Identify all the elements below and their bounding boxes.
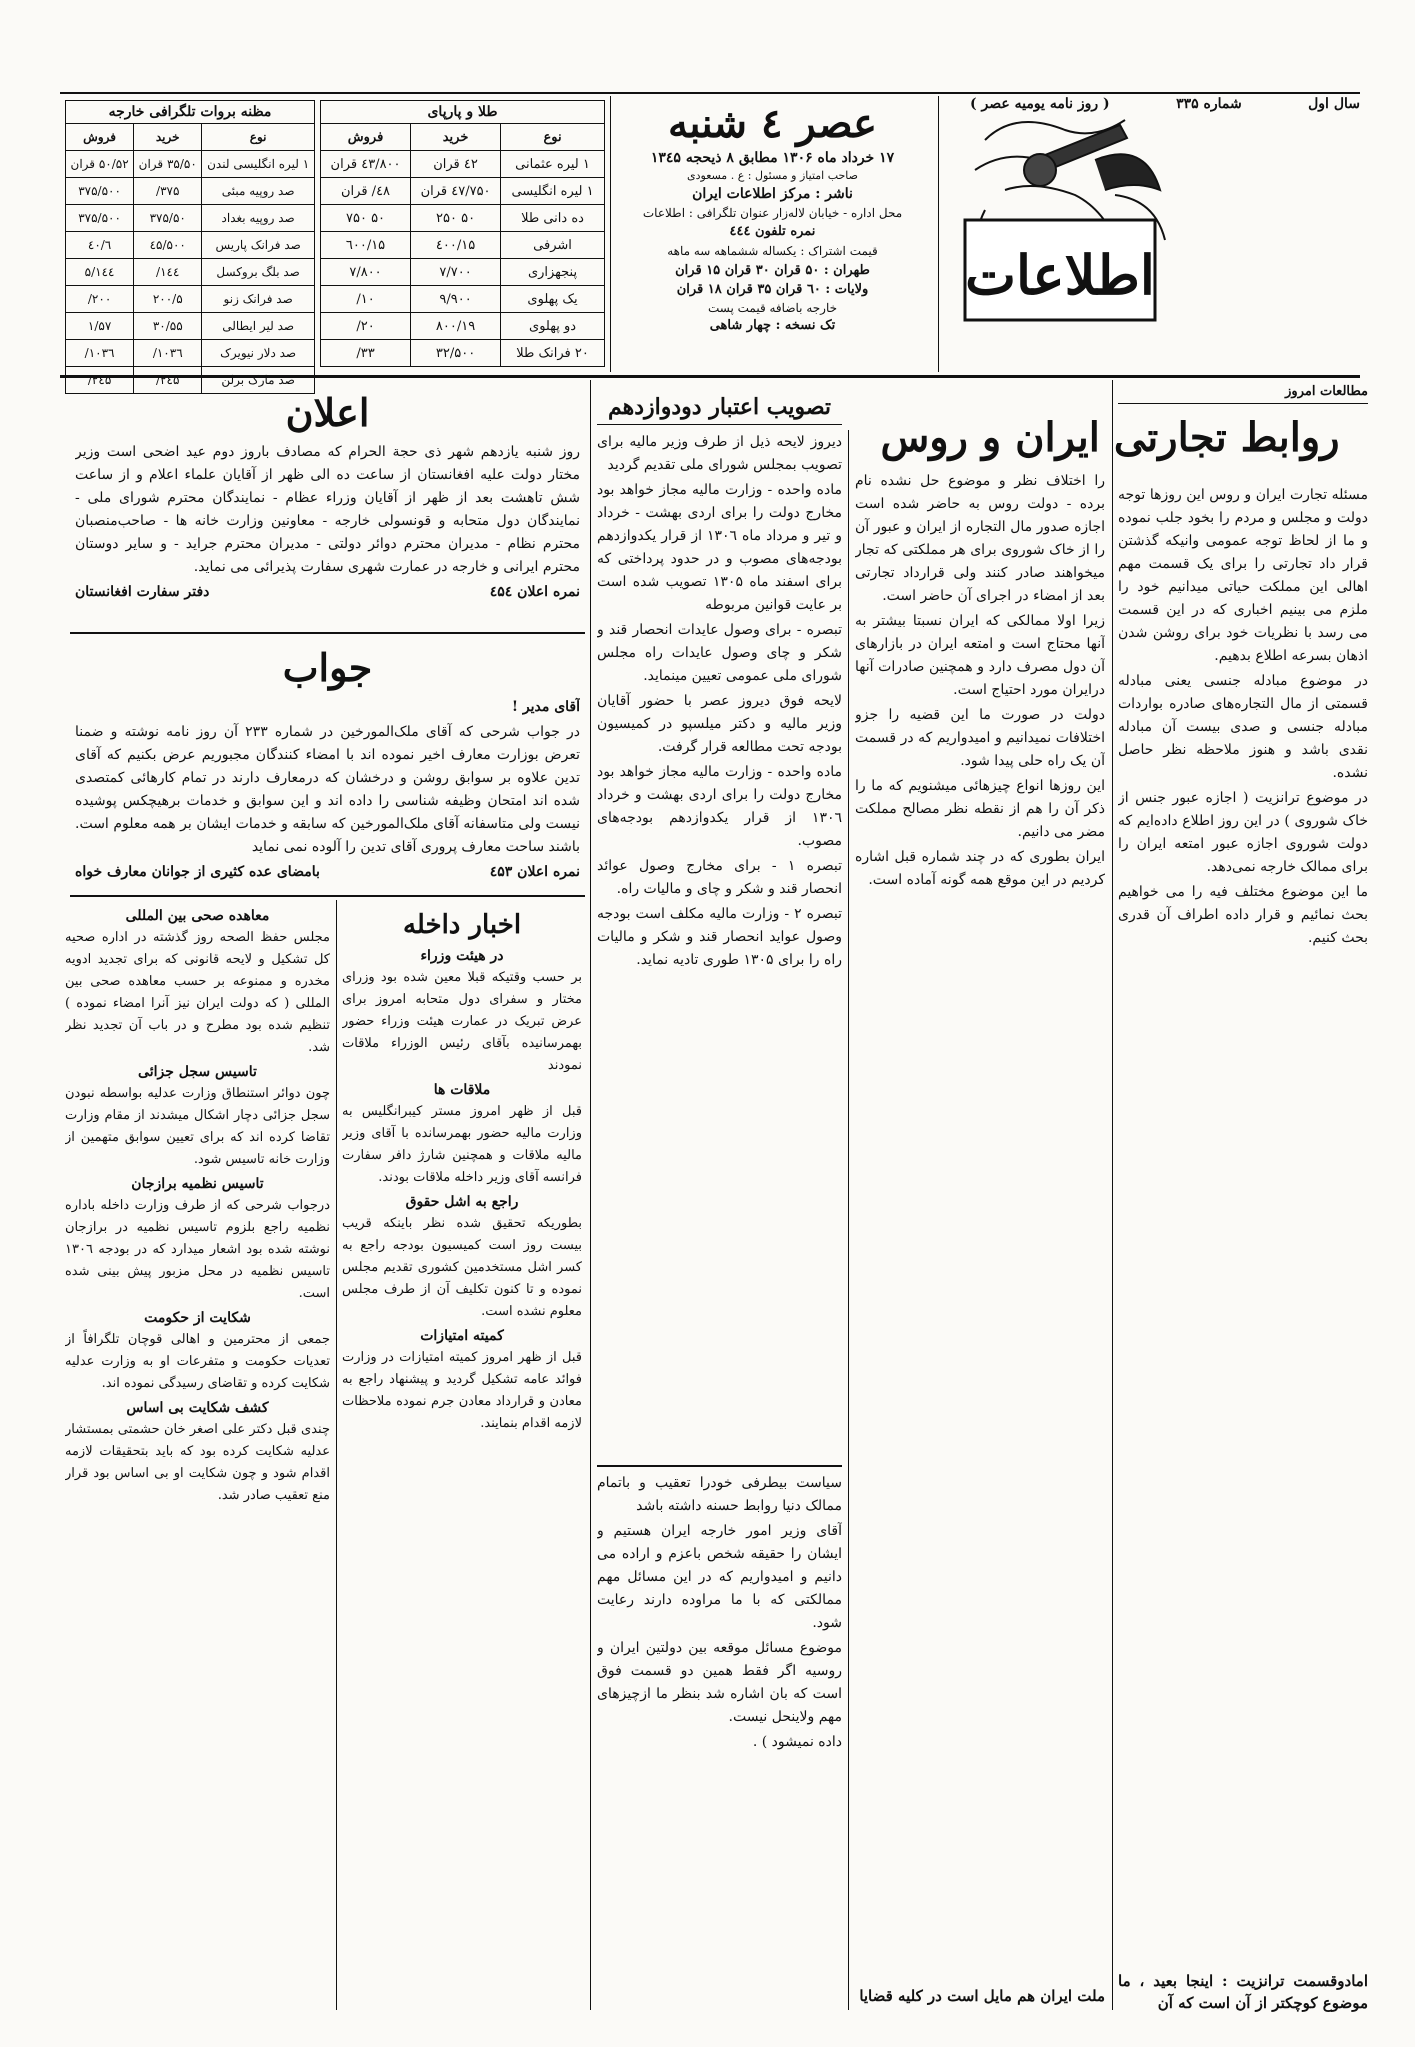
paragraph: بطوریکه تحقیق شده نظر باینکه قریب بیست روز است کمیسیون بودجه راجع به کسر اشل مستخدمین کشوری تقدیم مجلس نموده و تا کنون تکلیف آن از طرف مجلس معلوم نشده است. bbox=[342, 1216, 582, 1319]
table-cell: ٣٧۵/۵۰۰ bbox=[66, 178, 134, 205]
table-row bbox=[66, 205, 315, 232]
publisher-line: ناشر : مرکز اطلاعات ایران bbox=[692, 186, 853, 202]
table-cell: ٣٧۵/ bbox=[134, 178, 202, 205]
fx-header-sell: فروش bbox=[66, 124, 134, 151]
col2-footer: ملت ایران هم مایل است در کلیه قضایا bbox=[859, 1987, 1105, 2005]
paragraph: در موضوع مبادله جنسی یعنی مبادله قسمتی از مال التجاره‌های صادره بواردات مبادله جنسی و صدی بیست آن مبادله نقدی باشد و هنوز ملاحظه نظر حاصل نشده. bbox=[1118, 673, 1368, 781]
table-row bbox=[66, 151, 315, 178]
subscription-line: قیمت اشتراک : یکساله ششماهه سه ماهه bbox=[667, 244, 878, 258]
table-cell: اشرفی bbox=[501, 232, 605, 259]
day-title: عصر ٤ شنبه bbox=[667, 100, 878, 147]
provinces-line: ولایات : ٦۰ قران ۳۵ قران ۱۸ قران bbox=[676, 282, 869, 297]
gold-header-sell: فروش bbox=[321, 124, 411, 151]
year-label: سال اول bbox=[1308, 96, 1360, 112]
paragraph: را اختلاف نظر و موضوع حل نشده نام برده - دولت روس به حاضر شده است اجازه صدور مال التجاره از ایران و عبور آن را از خاک شوروی برای هر مملکتی که تجار میخواهند صادر کنند ولی قرارداد تجارتی بعد از امضاء در اجرای آن حاضر است. bbox=[855, 473, 1105, 604]
table-cell: ٣٧۵/۵۰ bbox=[134, 205, 202, 232]
table-cell: صد بلگ بروکسل bbox=[202, 259, 315, 286]
paragraph: دیروز لایحه ذیل از طرف وزیر مالیه برای تصویب بمجلس شورای ملی تقدیم گردید bbox=[597, 434, 842, 473]
gold-header-type: نوع bbox=[501, 124, 605, 151]
gold-rates-box bbox=[320, 100, 605, 367]
table-cell: صد مارک برلن bbox=[202, 367, 315, 394]
col1-footer: امادوقسمت ترانزیت : اینجا بعید ، ما موضوع کوچکتر از آن است که آن bbox=[1118, 1972, 1368, 2012]
table-cell: ۵۰/٣۵ قران bbox=[134, 151, 202, 178]
table-cell: صد لیر ایطالی bbox=[202, 313, 315, 340]
owner-line: صاحب امتیاز و مسئول : ع . مسعودی bbox=[687, 169, 858, 182]
paragraph: قبل از ظهر امروز مستر کیبرانگلیس به وزارت مالیه حضور بهمرسانده با آقای وزیر مالیه ملاقات و همچنین شارژ دافر سفارت فرانسه آقای وزیر داخله ملاقات بودند. bbox=[342, 1104, 582, 1185]
tehran-line: طهران : ۵۰ قران ۳۰ قران ۱۵ قران bbox=[675, 263, 870, 278]
subheading: تاسیس سجل جزائی bbox=[138, 1064, 257, 1080]
table-cell: ۵٧/۱ bbox=[66, 313, 134, 340]
table-cell: ۲۰۰/۵ bbox=[134, 286, 202, 313]
reply-letter bbox=[75, 640, 580, 890]
reply-signature: بامضای عده کثیری از جوانان معارف خواه bbox=[75, 864, 320, 880]
advertisement-afghan-embassy bbox=[75, 385, 580, 625]
table-cell: ۵۵/٣٠ bbox=[134, 313, 202, 340]
paragraph: درجواب شرحی که از طرف وزارت داخله باداره نظمیه راجع بلزوم تاسیس نظمیه در برازجان نوشته شده بود اشعار میدارد که در بودجه ۱۳۰٦ تاسیس نظمیه در محل مزبور پیش بینی شده است. bbox=[65, 1198, 330, 1301]
paragraph: مجلس حفظ الصحه روز گذشته در اداره صحیه کل تشکیل و لایحه قانونی که برای تجدید ادویه مخدره و ممنوعه بر حسب معاهده صحی بین المللی ( که دولت ایران نیز آنرا امضاء نموده ) تنظیم شده بود مطرح و در باب آن تجدید نظر شد. bbox=[65, 930, 330, 1055]
table-cell: ٤۵/۵۰۰ bbox=[134, 232, 202, 259]
fx-rates-box bbox=[65, 100, 315, 394]
reply-separator bbox=[70, 895, 585, 897]
main-headline: روابط تجارتی ایران و روس bbox=[880, 414, 1340, 461]
table-cell: ٤٧/٧۵۰ قران bbox=[411, 178, 501, 205]
date-line: ۱۷ خرداد ماه ۱۳۰۶ مطابق ۸ ذیحجه ۱۳٤۵ bbox=[650, 150, 895, 166]
headline: تصویب اعتبار دودوازدهم bbox=[597, 390, 842, 425]
paragraph: در موضوع ترانزیت ( اجازه عبور جنس از خاک شوروی ) در این روز اطلاع داده‌ایم که دولت شوروی اجازه عبور امتعه ایران را برای ممالک خارجه نمی‌دهد. bbox=[1118, 790, 1368, 875]
article-misc-news bbox=[65, 905, 330, 2015]
column-rule-4 bbox=[336, 900, 337, 2010]
subheading: کشف شکایت بی اساس bbox=[126, 1400, 269, 1416]
table-row bbox=[321, 178, 605, 205]
reply-text: در جواب شرحی که آقای ملک‌المورخین در شماره ۲٣٣ آن روز نامه نوشته و ضمنا تعرض بوزارت معارف اخیر نموده اند با امضاء کنندگان مجبوریم عرض بکنیم که آقای تدین علاوه بر سوابق روشن و درخشان که درمعارف دارند در تمام کارهائی کمتصدی شده اند امتحان وظیفه شناسی را داده اند و این سوابق و خدمات برهیچکس پوشیده نیست ولی متاسفانه آقای ملک‌المورخین که سابقه و خدمات ایشان بر همه معلوم است. باشند ساحت معارف پروری آقای تدین را آلوده نمی نماید bbox=[75, 724, 580, 855]
paragraph: چون دوائر استنطاق وزارت عدلیه بواسطه نبودن سجل جزائی دچار اشکال میشدند از مقام وزارت تقاضا کرده اند که برای تعیین سوابق متهمین از وزارت خانه تاسیس شود. bbox=[65, 1086, 330, 1167]
ad-headline: اعلان bbox=[285, 390, 370, 435]
table-cell: ۲٤۵/ bbox=[66, 367, 134, 394]
paragraph: لایحه فوق دیروز عصر با حضور آقایان وزیر مالیه و دکتر میلسپو در کمیسیون بودجه تحت مطالعه قرار گرفت. bbox=[597, 693, 842, 755]
logo-text: اطلاعات bbox=[965, 243, 1155, 307]
masthead-divider-right bbox=[938, 96, 939, 372]
table-row bbox=[321, 151, 605, 178]
table-cell: ٧/٨۰۰ bbox=[321, 259, 411, 286]
table-cell: ده دانی طلا bbox=[501, 205, 605, 232]
table-cell: ٣۲/۵۰۰ bbox=[411, 340, 501, 367]
table-cell: ۲۰/ bbox=[321, 313, 411, 340]
paragraph: بر حسب وقتیکه قبلا معین شده بود وزرای مختار و سفرای دول متحابه امروز برای عرض تبریک در عمارت هیئت وزراء حضور بهمرسانیده بآقای رئیس الوزراء ملاقات نمودند bbox=[342, 970, 582, 1073]
paragraph: ماده واحده - وزارت مالیه مجاز خواهد بود مخارج دولت را برای اردی بهشت و خرداد ۱۳۰٦ از قرار یکدوازدهم بودجه‌های مصوب. bbox=[597, 764, 842, 849]
fx-table-caption: مظنه بروات تلگرافی خارجه bbox=[65, 100, 315, 123]
paragraph: این روزها انواع چیزهائی میشنویم که ما را ذکر آن را هم از نقطه نظر مصالح مملکت مضر می دانیم. bbox=[855, 778, 1105, 840]
gold-header-buy: خرید bbox=[411, 124, 501, 151]
table-row bbox=[66, 259, 315, 286]
article-iran-russia-trade bbox=[1118, 380, 1368, 2020]
table-row bbox=[321, 286, 605, 313]
single-copy-line: تک نسخه : چهار شاهی bbox=[709, 318, 836, 333]
table-cell: ٤۲ قران bbox=[411, 151, 501, 178]
masthead-top-rule bbox=[60, 92, 1360, 94]
table-row bbox=[66, 313, 315, 340]
table-cell: ۱۵/٤۰۰ bbox=[411, 232, 501, 259]
table-cell: ۱۵/٦۰۰ bbox=[321, 232, 411, 259]
column-rule-3 bbox=[590, 380, 591, 2010]
headline: اخبار داخله bbox=[402, 910, 522, 940]
paragraph: تبصره - برای وصول عایدات انحصار قند و شکر و چای وصول عایدات راه مجلس شورای ملی عمومی تعیین مینماید. bbox=[597, 622, 842, 684]
table-cell: ۱۰/ bbox=[321, 286, 411, 313]
table-cell: ۱۰٣٦/ bbox=[66, 340, 134, 367]
table-cell: ۲۰۰/ bbox=[66, 286, 134, 313]
masthead-divider-left bbox=[610, 96, 611, 372]
ad-number: نمره اعلان ٤۵٤ bbox=[489, 584, 580, 600]
paragraph: تبصره ۱ - برای مخارج وصول عوائد انحصار قند و شکر و چای و مالیات راه. bbox=[597, 858, 842, 897]
paragraph: ایران بطوری که در چند شماره قبل اشاره کردیم در این موقع همه گونه آماده است. bbox=[855, 849, 1105, 888]
reply-number: نمره اعلان ٤۵٣ bbox=[489, 864, 580, 880]
ad-signature: دفتر سفارت افغانستان bbox=[75, 584, 210, 600]
table-row bbox=[321, 205, 605, 232]
paragraph: موضوع مسائل موقعه بین دولتین ایران و روسیه اگر فقط همین دو قسمت فوق است که بان اشاره شد بنظر ما ازچیزهای مهم ولاینحل نیست. bbox=[597, 1640, 842, 1725]
table-cell: ۱٤٤/ bbox=[134, 259, 202, 286]
subheading: کمیته امتیازات bbox=[420, 1328, 504, 1344]
masthead-logo bbox=[945, 100, 1175, 340]
table-cell: ۵۰ ۲۵۰ bbox=[411, 205, 501, 232]
ad-text: روز شنبه یازدهم شهر ذی حجة الحرام که مصادف باروز دوم عید اضحی است وزیر مختار دولت علیه افغانستان از ساعت ده الی ظهر از آقایان علماء اعلام و از ساعت شش تاهشت بعد از ظهر از آقایان وزراء عظام - نمایندگان محترم شورای ملی - نمایندگان دول متحابه و قونسولی خارجه - معاونین وزارت خانه ها - صاحب‌منصبان محترم نظام - مدیران محترم دوائر دولتی - مدیران محترم جراید - و سایر دوستان محترم ایرانی و خارجه در عمارت شهری سفارت پذیرائی می نماید. bbox=[75, 444, 580, 575]
reply-salutation: آقای مدیر ! bbox=[511, 699, 580, 715]
paragraph: سیاست بیطرفی خودرا تعقیب و باتمام ممالک دنیا روابط حسنه داشته باشد bbox=[597, 1475, 842, 1514]
table-cell: ۱۰٣٦/ bbox=[134, 340, 202, 367]
abroad-line: خارجه باضافه قیمت پست bbox=[707, 301, 838, 315]
paragraph: داده نمیشود ) . bbox=[752, 1734, 842, 1750]
paragraph: ما این موضوع مختلف فیه را می خواهیم بحث نمائیم و قرار داده اطراف آن قدری بحث کنیم. bbox=[1118, 884, 1368, 946]
table-row bbox=[321, 232, 605, 259]
masthead-info bbox=[615, 100, 930, 370]
table-cell: صد روپیه بغداد bbox=[202, 205, 315, 232]
table-cell: صد روپیه مبئی bbox=[202, 178, 315, 205]
table-cell: ٣٧۵/۵۰۰ bbox=[66, 205, 134, 232]
paragraph: مسئله تجارت ایران و روس این روزها توجه دولت و مجلس و مردم را بخود جلب نموده و ما از لحاظ توجه عمومی وانیکه گذشتن قرار داد تجارتی را برای یک قسمت مهم اهالی این مملکت حیاتی میدانیم خود را ملزم می بینیم اخباری که در این قسمت می رسد با نظریات خود برای روشن شدن اذهان بسرعه اطلاع بدهیم. bbox=[1118, 487, 1368, 664]
table-cell: ۱ لیره انگلیسی bbox=[501, 178, 605, 205]
article-foreign-policy bbox=[597, 1472, 842, 2017]
table-row bbox=[66, 286, 315, 313]
column-rule-2 bbox=[848, 430, 849, 2010]
paragraph: چندی قبل دکتر علی اصغر خان حشمتی بمستشار عدلیه شکایت کرده بود که باید بتحقیقات لازمه اقدام شود و چون شکایت او بی اساس بود قرار منع تعقیب صادر شد. bbox=[65, 1422, 330, 1503]
table-cell: دو پهلوی bbox=[501, 313, 605, 340]
subheading: معاهده صحی بین المللی bbox=[125, 908, 270, 924]
ad-separator bbox=[70, 632, 585, 634]
paragraph: دولت در صورت ما این قضیه را جزو اختلافات نمیدانیم و امیدواریم که در قسمت آن یک راه حلی پیدا شود. bbox=[855, 707, 1105, 769]
table-cell: ۱۹/٨۰۰ bbox=[411, 313, 501, 340]
phone-line: نمره تلفون ٤٤٤ bbox=[729, 224, 816, 239]
table-cell: ۲٤۵/ bbox=[134, 367, 202, 394]
table-row bbox=[66, 340, 315, 367]
table-cell: ٣٣/ bbox=[321, 340, 411, 367]
table-cell: پنجهزاری bbox=[501, 259, 605, 286]
gold-rates-table bbox=[320, 123, 605, 367]
table-cell: ٤٨/ قران bbox=[321, 178, 411, 205]
paragraph: آقای وزیر امور خارجه ایران هستیم و ایشان را حقیقه شخص باعزم و اراده می دانیم و امیدواریم که در این مسائل مهم ممالکتی که با ما مراوده دارند رعایت شود. bbox=[597, 1523, 842, 1631]
table-row bbox=[321, 340, 605, 367]
table-cell: ٤٠/٦ bbox=[66, 232, 134, 259]
paragraph: قبل از ظهر امروز کمیته امتیازات در وزارت فوائد عامه تشکیل گردید و پیشنهاد راجع به معادن و قرارداد معادن جرم نموده ملاحظات لازمه اقدام بنمایند. bbox=[342, 1350, 582, 1431]
table-cell: ۲۰ فرانک طلا bbox=[501, 340, 605, 367]
fx-header-type: نوع bbox=[202, 124, 315, 151]
table-cell: ۵۰ ٧۵۰ bbox=[321, 205, 411, 232]
subheading: شکایت از حکومت bbox=[144, 1310, 251, 1326]
article-domestic-news bbox=[342, 905, 582, 2015]
subheading: ملاقات ها bbox=[433, 1082, 491, 1098]
table-row bbox=[321, 259, 605, 286]
issue-number: شماره ۳۳۵ bbox=[1176, 96, 1242, 112]
gold-table-caption: طلا و پارپای bbox=[320, 100, 605, 123]
reply-headline: جواب bbox=[282, 645, 373, 690]
table-cell: صد فرانک زنو bbox=[202, 286, 315, 313]
subheading: در هیئت وزراء bbox=[420, 948, 504, 964]
subheading: تاسیس نظمیه برازجان bbox=[131, 1176, 264, 1192]
table-cell: صد دلار نیویرک bbox=[202, 340, 315, 367]
tagline: ( روز نامه یومیه عصر ) bbox=[970, 96, 1110, 112]
subheading: راجع به اشل حقوق bbox=[405, 1194, 519, 1210]
table-cell: ۱ لیره انگلیسی لندن bbox=[202, 151, 315, 178]
fx-rates-table bbox=[65, 123, 315, 394]
table-cell: ۹/۹۰۰ bbox=[411, 286, 501, 313]
table-cell: ۵۰/۵۲ قران bbox=[66, 151, 134, 178]
paragraph: جمعی از محترمین و اهالی قوچان تلگرافاً از تعدیات حکومت و متفرعات او به وزارت عدلیه شکایت کرده و تقاضای رسیدگی نموده اند. bbox=[65, 1332, 330, 1391]
table-row bbox=[66, 232, 315, 259]
table-row bbox=[66, 178, 315, 205]
office-line: محل اداره - خیابان لاله‌زار عنوان تلگرافی : اطلاعات bbox=[642, 206, 903, 220]
section-label: مطالعات امروز bbox=[1118, 380, 1368, 404]
article-continuation bbox=[855, 470, 1105, 1960]
table-cell: ٤٣/٨۰۰ قران bbox=[321, 151, 411, 178]
table-cell: ۱ لیره عثمانی bbox=[501, 151, 605, 178]
column-rule-1 bbox=[1112, 380, 1113, 2010]
article-budget-approval bbox=[597, 390, 842, 1460]
table-row bbox=[321, 313, 605, 340]
table-cell: ۱٤٤/۵ bbox=[66, 259, 134, 286]
col3-separator bbox=[597, 1465, 842, 1467]
paragraph: زیرا اولا ممالکی که ایران نسبتا بیشتر به آنها محتاج است و امتعه ایران در بازارهای آن دول مصرف دارد و همچنین صادرات آنها درایران مورد احتیاج است. bbox=[855, 613, 1105, 698]
fx-header-buy: خرید bbox=[134, 124, 202, 151]
table-cell: یک پهلوی bbox=[501, 286, 605, 313]
paragraph: تبصره ۲ - وزارت مالیه مکلف است بودجه وصول عواید انحصار قند و شکر و مالیات راه را برای ۱۳۰۵ طوری تادیه نماید. bbox=[597, 906, 842, 968]
table-cell: ٧/٧۰۰ bbox=[411, 259, 501, 286]
paragraph: ماده واحده - وزارت مالیه مجاز خواهد بود مخارج دولت را برای اردی بهشت - خرداد و تیر و مرداد ماه ۱۳۰٦ از قرار یکدوازدهم بودجه‌های مصوب و در حدود پرداختی که برای اسفند ماه ۱۳۰۵ تصویب شده است بر عایت قوانین مربوطه bbox=[597, 482, 842, 613]
table-cell: صد فرانک پاریس bbox=[202, 232, 315, 259]
